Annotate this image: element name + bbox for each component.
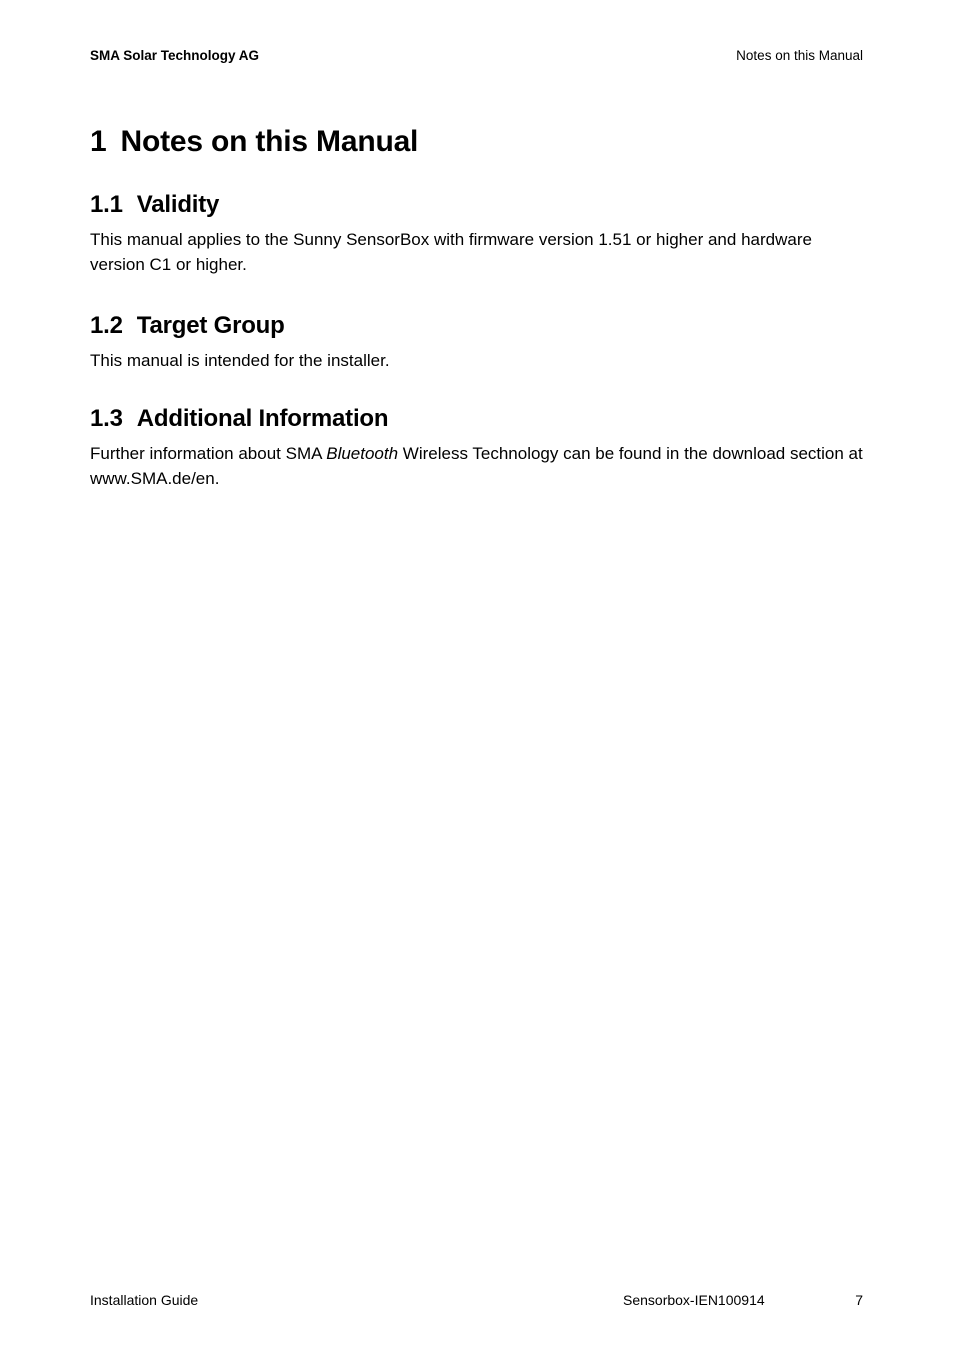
footer-doc-id: Sensorbox-IEN100914 (623, 1292, 765, 1308)
section-number: 1.1 (90, 191, 123, 218)
section-number: 1.2 (90, 312, 123, 339)
section-title: Validity (136, 191, 220, 218)
section-target-group (90, 310, 864, 373)
section-title: Target Group (136, 312, 285, 339)
footer-doc-type: Installation Guide (90, 1292, 199, 1308)
chapter-heading (90, 122, 864, 162)
body-text-end: Wireless Technology can be found in the download section at www.SMA.de/en. (90, 444, 863, 488)
section-heading (90, 310, 864, 342)
section-title: Additional Information (136, 405, 389, 432)
section-additional-information (90, 403, 864, 491)
chapter-number: 1 (90, 125, 107, 158)
section-number: 1.3 (90, 405, 123, 432)
chapter-title: Notes on this Manual (120, 125, 419, 158)
body-text-start: Further information about SMA (90, 444, 327, 463)
section-heading (90, 403, 864, 435)
section-validity (90, 189, 864, 277)
section-heading (90, 189, 864, 221)
page-content (90, 122, 864, 491)
page-header (90, 48, 863, 68)
page-footer (90, 1292, 863, 1312)
section-body: This manual applies to the Sunny SensorBox with firmware version 1.51 or higher and hardware version C1 or higher. (90, 230, 812, 274)
section-body: This manual is intended for the installer. (90, 351, 390, 370)
header-chapter: Notes on this Manual (736, 48, 863, 63)
header-company: SMA Solar Technology AG (90, 48, 260, 63)
footer-page-number: 7 (855, 1292, 863, 1308)
body-text-italic: Bluetooth (326, 444, 399, 463)
section-body (90, 441, 864, 491)
